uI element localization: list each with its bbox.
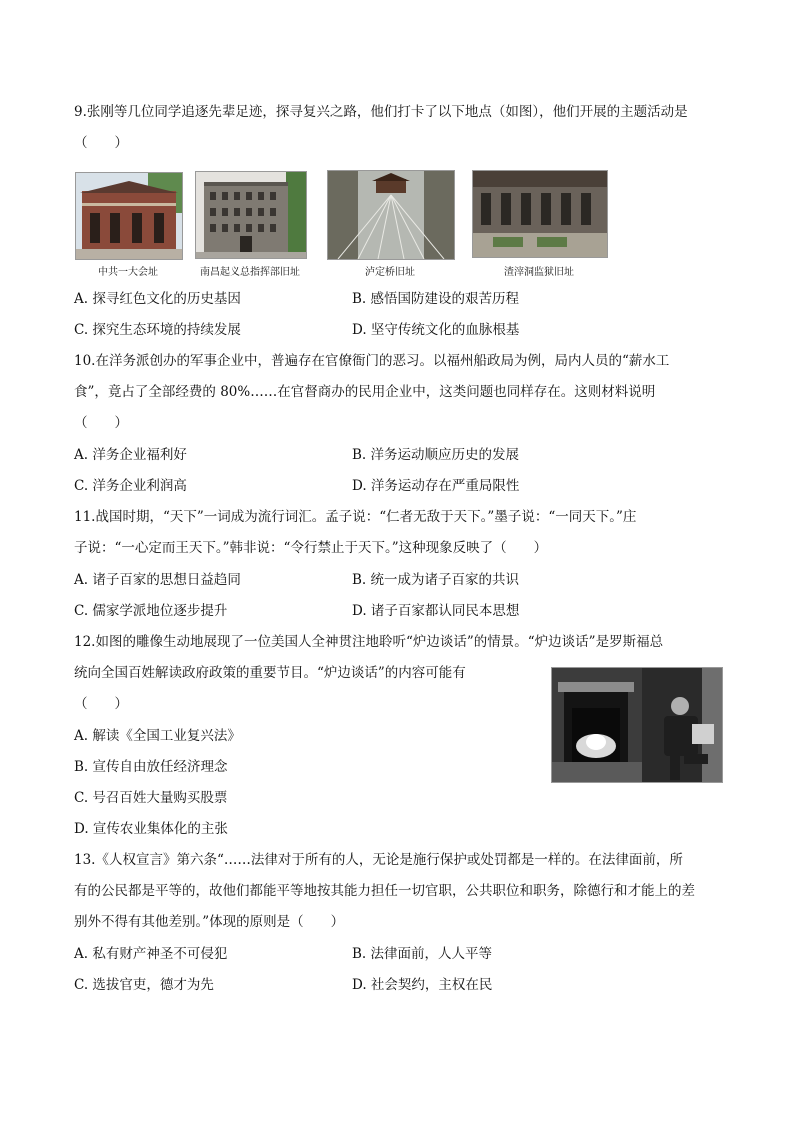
q13-stem-line1: 13.《人权宣言》第六条“……法律对于所有的人，无论是施行保护或处罚都是一样的。在法律面前，所 (74, 852, 683, 868)
q11-option-d[interactable]: D. 诸子百家都认同民本思想 (352, 603, 520, 619)
q9-stem-line2: （ ） (74, 135, 128, 151)
q10-stem-line2: 食”，竟占了全部经费的 80%……在官督商办的民用企业中，这类问题也同样存在。这则材料说明 (74, 384, 656, 400)
q12-stem-line3: （ ） (74, 696, 128, 712)
q13-option-a[interactable]: A. 私有财产神圣不可侵犯 (74, 946, 228, 962)
q10-option-c[interactable]: C. 洋务企业利润高 (74, 478, 187, 494)
q13-option-d[interactable]: D. 社会契约，主权在民 (352, 977, 493, 993)
q12-option-d[interactable]: D. 宣传农业集体化的主张 (74, 821, 228, 837)
photo-zhazidong-prison (472, 170, 608, 258)
caption-cpc-first-congress-site: 中共一大会址 (98, 267, 158, 278)
q11-stem-line2: 子说：“一心定而王天下。”韩非说：“令行禁止于天下。”这种现象反映了（ ） (74, 540, 548, 556)
q12-option-b[interactable]: B. 宣传自由放任经济理念 (74, 759, 228, 775)
q13-stem-line2: 有的公民都是平等的，故他们都能平等地按其能力担任一切官职，公共职位和职务，除德行和才能上的差 (74, 883, 695, 899)
q13-stem-line3: 别外不得有其他差别。”体现的原则是（ ） (74, 914, 345, 930)
q12-option-c[interactable]: C. 号召百姓大量购买股票 (74, 790, 228, 806)
q11-stem-line1: 11.战国时期，“天下”一词成为流行词汇。孟子说：“仁者无敌于天下。”墨子说：“一同天下。”庄 (74, 509, 637, 525)
q11-option-b[interactable]: B. 统一成为诸子百家的共识 (352, 572, 520, 588)
q12-option-a[interactable]: A. 解读《全国工业复兴法》 (74, 728, 241, 744)
photo-nanchang-uprising-hq (195, 171, 307, 259)
caption-nanchang-uprising-hq: 南昌起义总指挥部旧址 (200, 267, 300, 278)
q10-stem-line3: （ ） (74, 415, 128, 431)
caption-zhazidong-prison: 渣滓洞监狱旧址 (504, 267, 574, 278)
q11-option-c[interactable]: C. 儒家学派地位逐步提升 (74, 603, 228, 619)
q9-option-c[interactable]: C. 探究生态环境的持续发展 (74, 322, 241, 338)
q10-option-d[interactable]: D. 洋务运动存在严重局限性 (352, 478, 520, 494)
q13-option-b[interactable]: B. 法律面前，人人平等 (352, 946, 493, 962)
q9-option-d[interactable]: D. 坚守传统文化的血脉根基 (352, 322, 520, 338)
photo-luding-bridge (327, 170, 455, 260)
photo-cpc-first-congress-site (75, 172, 183, 260)
q11-option-a[interactable]: A. 诸子百家的思想日益趋同 (74, 572, 241, 588)
q10-option-b[interactable]: B. 洋务运动顺应历史的发展 (352, 447, 520, 463)
q9-option-a[interactable]: A. 探寻红色文化的历史基因 (74, 291, 241, 307)
q12-stem-line2: 统向全国百姓解读政府政策的重要节目。“炉边谈话”的内容可能有 (74, 665, 466, 681)
photo-fireside-chat-statue (551, 667, 723, 783)
q10-option-a[interactable]: A. 洋务企业福利好 (74, 447, 187, 463)
q12-stem-line1: 12.如图的雕像生动地展现了一位美国人全神贯注地聆听“炉边谈话”的情景。“炉边谈话”是罗斯福总 (74, 634, 664, 650)
q9-option-b[interactable]: B. 感悟国防建设的艰苦历程 (352, 291, 520, 307)
q13-option-c[interactable]: C. 选拔官吏，德才为先 (74, 977, 214, 993)
q9-stem-line1: 9.张刚等几位同学追逐先辈足迹，探寻复兴之路，他们打卡了以下地点（如图），他们开展的主题活动是 (74, 104, 688, 120)
q10-stem-line1: 10.在洋务派创办的军事企业中，普遍存在官僚衙门的恶习。以福州船政局为例，局内人员的“薪水工 (74, 353, 670, 369)
caption-luding-bridge: 泸定桥旧址 (365, 267, 415, 278)
